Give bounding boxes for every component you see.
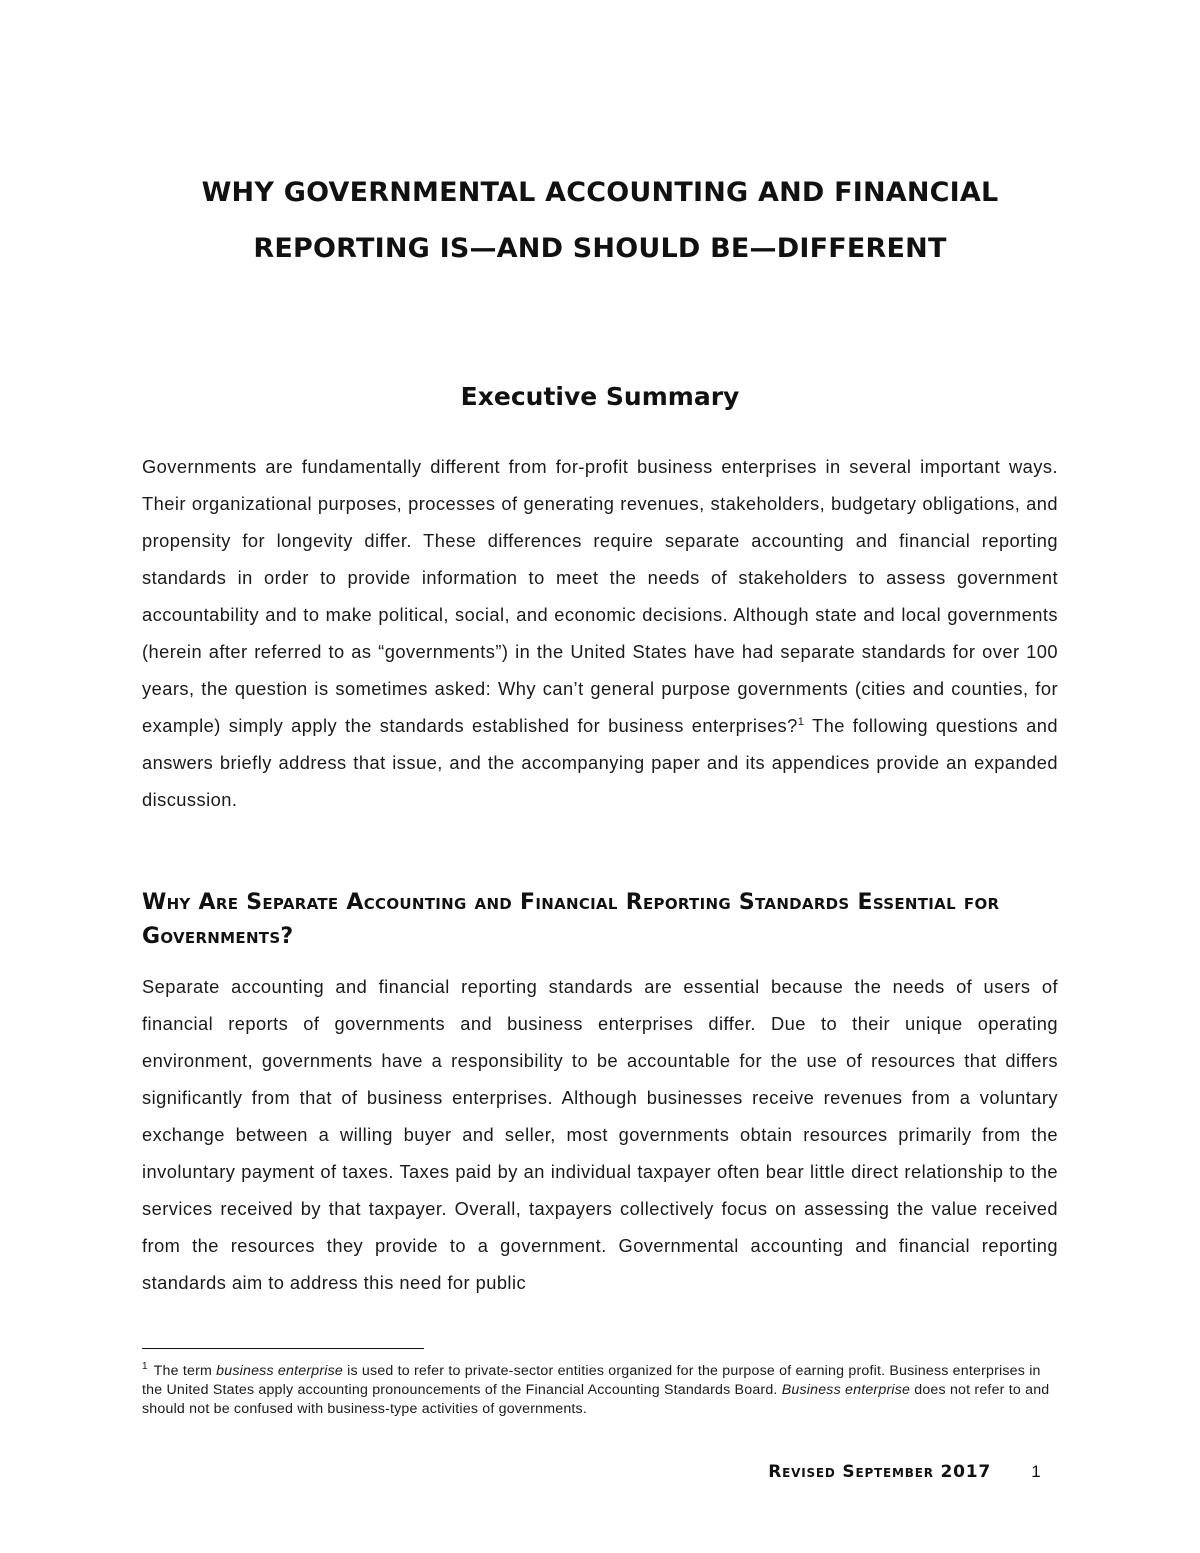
footnote-text-3: does not refer to and should not be confused with business-type activities of governments. bbox=[142, 1382, 1050, 1417]
section-heading: Why Are Separate Accounting and Financial Reporting Standards Essential for Governments? bbox=[142, 890, 1000, 949]
footer-revision-date: Revised September 2017 bbox=[768, 1462, 991, 1482]
document-title-line-1: WHY GOVERNMENTAL ACCOUNTING AND FINANCIAL bbox=[201, 177, 999, 208]
footnote-reference[interactable]: 1 bbox=[797, 715, 805, 728]
footnote-term-2: Business enterprise bbox=[781, 1382, 911, 1398]
section-paragraph: Separate accounting and financial reporting standards are essential because the needs of users of financial reports of governments and business enterprises differ. Due to their unique operating environment, governments have a responsibility to be accountable for the use of resources that differs significantly from that of business enterprises. Although businesses receive revenues from a voluntary exchange between a willing buyer and seller, most governments obtain resources primarily from the involuntary payment of taxes. Taxes paid by an individual taxpayer often bear little direct relationship to the services received by that taxpayer. Overall, taxpayers collectively focus on assessing the value received from the resources they provide to a government. Governmental accounting and financial reporting standards aim to address this need for public bbox=[142, 976, 1058, 1293]
document-title-line-2: REPORTING IS—AND SHOULD BE—DIFFERENT bbox=[253, 233, 947, 264]
footnote-term-1: business enterprise bbox=[216, 1363, 343, 1379]
footnote-separator bbox=[142, 1348, 424, 1349]
footnote-number: 1 bbox=[142, 1361, 148, 1373]
page-number: 1 bbox=[1031, 1462, 1041, 1481]
executive-summary-heading: Executive Summary bbox=[460, 382, 740, 411]
executive-summary-paragraph bbox=[142, 448, 1058, 818]
footnote bbox=[142, 1362, 1058, 1419]
footnote-text-1: The term bbox=[149, 1363, 217, 1379]
executive-summary-text-continued: The following questions and answers briefly address that issue, and the accompanying paper and its appendices provide an expanded discussion. bbox=[142, 715, 1059, 810]
document-title bbox=[120, 165, 1080, 277]
footnote-text-2: is used to refer to private-sector entities organized for the purpose of earning profit. Business enterprises in the United States apply accounting pronouncements of the Financial Accounting Standards Board. bbox=[142, 1363, 1041, 1398]
executive-summary-text: Governments are fundamentally different from for-profit business enterprises in several important ways. Their organizational purposes, processes of generating revenues, stakeholders, budgetary obligations, and propensity for longevity differ. These differences require separate accounting and financial reporting standards in order to provide information to meet the needs of stakeholders to assess government accountability and to make political, social, and economic decisions. Although state and local governments (herein after referred to as “governments”) in the United States have had separate standards for over 100 years, the question is sometimes asked: Why can’t general purpose governments (cities and counties, for example) simply apply the standards established for business enterprises? bbox=[142, 456, 1058, 736]
